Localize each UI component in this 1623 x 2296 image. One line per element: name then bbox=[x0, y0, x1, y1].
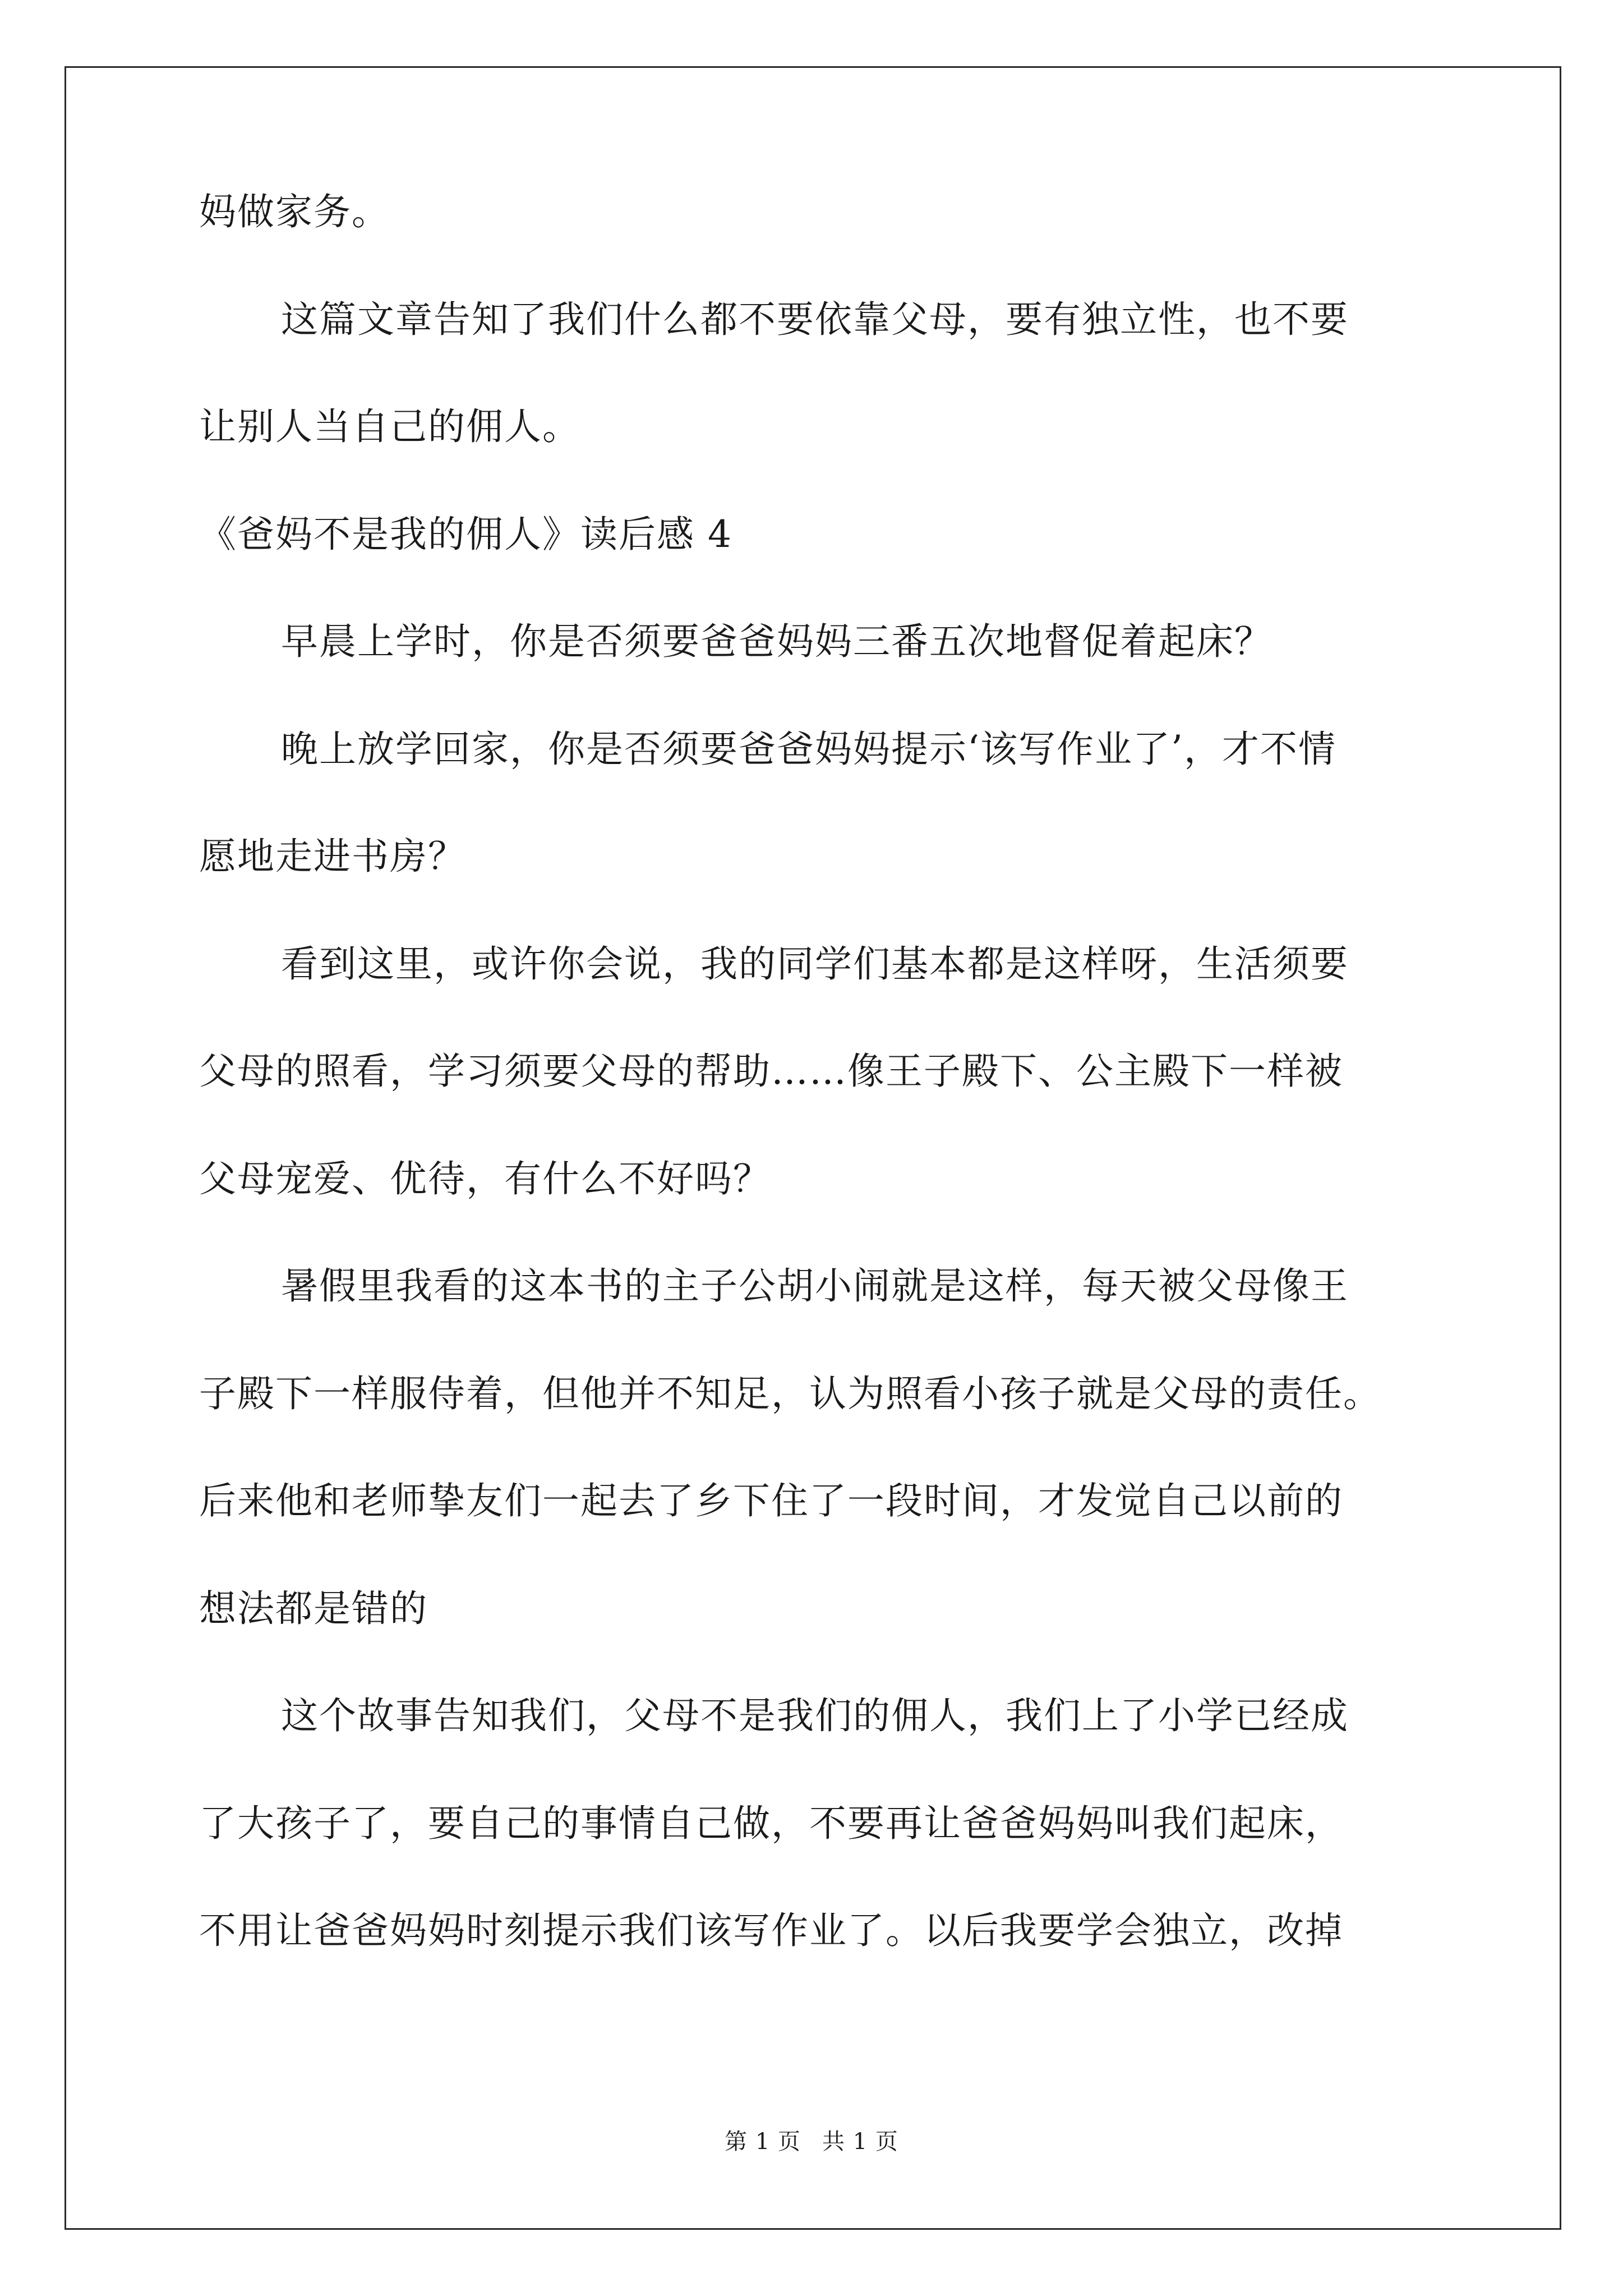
text-line: 父母宠爱、优待，有什么不好吗？ bbox=[199, 1157, 771, 1200]
text-line: 晚上放学回家，你是否须要爸爸妈妈提示‘该写作业了’，才不情 bbox=[281, 728, 1336, 771]
page-footer bbox=[0, 2125, 1623, 2159]
text-line: 看到这里，或许你会说，我的同学们基本都是这样呀，生活须要 bbox=[281, 942, 1349, 986]
text-line: 想法都是错的 bbox=[199, 1587, 428, 1630]
page-total: 共 1 页 bbox=[822, 2129, 898, 2155]
text-line: 了大孩子了，要自己的事情自己做，不要再让爸爸妈妈叫我们起床， bbox=[199, 1802, 1343, 1845]
text-line: 这篇文章告知了我们什么都不要依靠父母，要有独立性，也不要 bbox=[281, 298, 1349, 341]
text-line: 子殿下一样服侍着，但他并不知足，认为照看小孩子就是父母的责任。 bbox=[199, 1372, 1381, 1415]
text-line: 父母的照看，学习须要父母的帮助……像王子殿下、公主殿下一样被 bbox=[199, 1050, 1343, 1093]
text-line: 后来他和老师挚友们一起去了乡下住了一段时间，才发觉自己以前的 bbox=[199, 1479, 1343, 1522]
text-line: 妈做家务。 bbox=[199, 190, 390, 233]
text-line: 这个故事告知我们，父母不是我们的佣人，我们上了小学已经成 bbox=[281, 1694, 1349, 1737]
section-heading: 《爸妈不是我的佣人》读后感 4 bbox=[199, 513, 732, 556]
text-line: 让别人当自己的佣人。 bbox=[199, 405, 580, 448]
text-line: 暑假里我看的这本书的主子公胡小闹就是这样，每天被父母像王 bbox=[281, 1264, 1349, 1308]
page-number: 第 1 页 bbox=[725, 2129, 801, 2155]
text-line: 早晨上学时，你是否须要爸爸妈妈三番五次地督促着起床？ bbox=[281, 620, 1272, 663]
text-line: 不用让爸爸妈妈时刻提示我们该写作业了。以后我要学会独立，改掉 bbox=[199, 1909, 1343, 1952]
text-line: 愿地走进书房？ bbox=[199, 835, 466, 878]
